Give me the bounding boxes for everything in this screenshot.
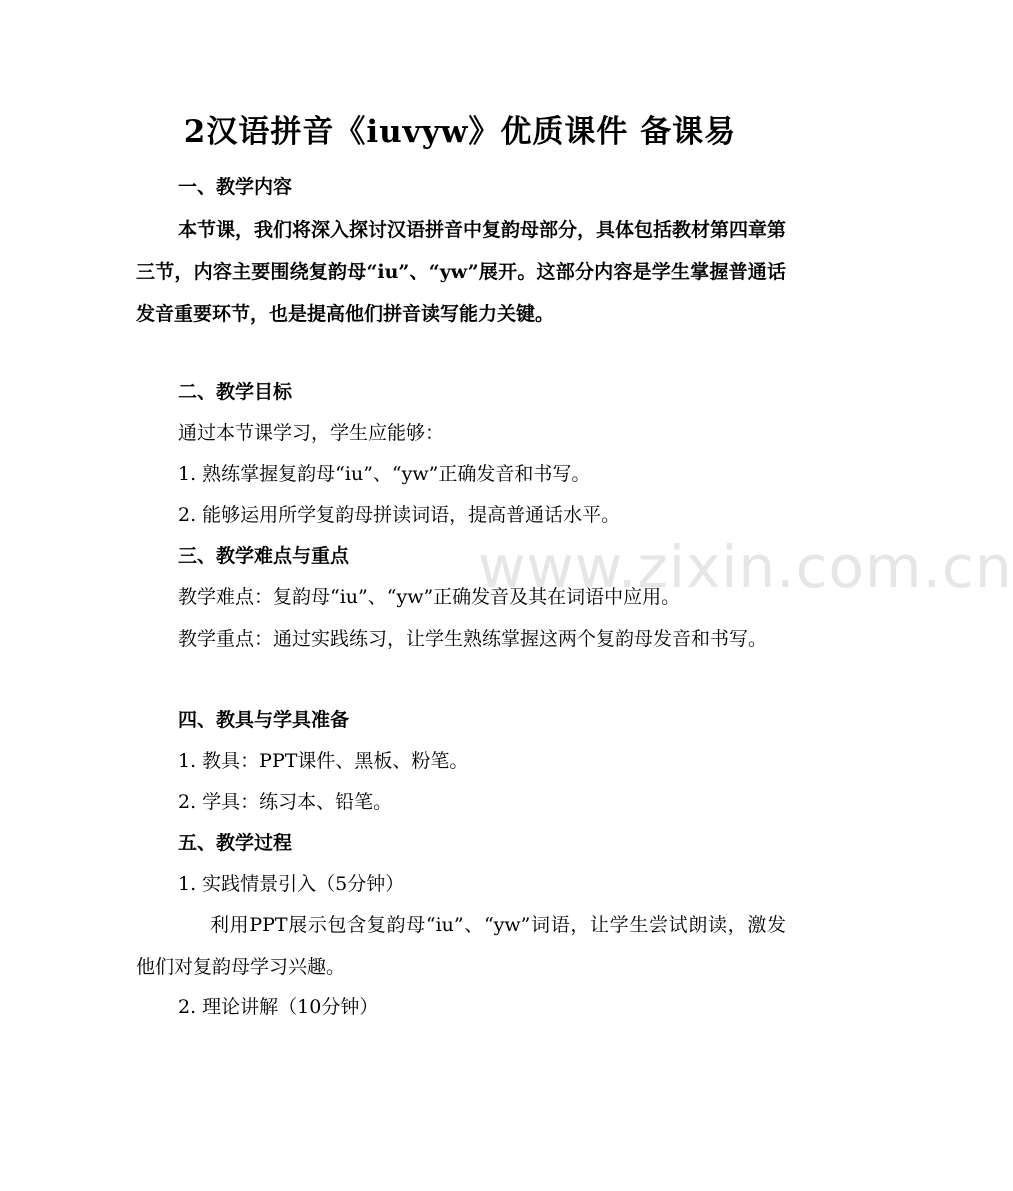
goal-item-1: 1. 熟练掌握复韵母“iu”、“yw”正确发音和书写。 bbox=[178, 463, 591, 485]
section-heading-difficulty: 三、教学难点与重点 bbox=[178, 545, 350, 567]
watermark: www.zixin.com.cn bbox=[478, 533, 1013, 601]
goals-intro: 通过本节课学习，学生应能够： bbox=[178, 422, 445, 444]
difficulty-text: 教学难点：复韵母“iu”、“yw”正确发音及其在词语中应用。 bbox=[178, 586, 681, 608]
goal-item-2: 2. 能够运用所学复韵母拼读词语，提高普通话水平。 bbox=[178, 504, 621, 526]
page-title: 2汉语拼音《iuvyw》优质课件 备课易 bbox=[183, 114, 737, 150]
focus-paragraph: 教学重点：通过实践练习，让学生熟练掌握这两个复韵母发音和书写。 bbox=[178, 628, 768, 650]
process-step-1-text: 利用PPT展示包含复韵母“iu”、“yw”词语，让学生尝试朗读，激发他们对复韵母学习兴趣。 bbox=[136, 914, 786, 978]
section-heading-goals: 二、教学目标 bbox=[178, 381, 293, 403]
section-heading-materials: 四、教具与学具准备 bbox=[178, 709, 350, 731]
section-heading-process: 五、教学过程 bbox=[178, 832, 293, 854]
process-step-1: 1. 实践情景引入（5分钟） bbox=[178, 873, 405, 895]
section-heading-content: 一、教学内容 bbox=[178, 176, 293, 198]
process-step-2: 2. 理论讲解（10分钟） bbox=[178, 996, 379, 1018]
content-paragraph: 本节课，我们将深入探讨汉语拼音中复韵母部分，具体包括教材第四章第三节，内容主要围绕复韵母“iu”、“yw”展开。这部分内容是学生掌握普通话发音重要环节，也是提高他们拼音读写能力关键。 bbox=[136, 219, 787, 325]
materials-item-1: 1. 教具：PPT课件、黑板、粉笔。 bbox=[178, 750, 469, 772]
materials-item-2: 2. 学具：练习本、铅笔。 bbox=[178, 791, 393, 813]
